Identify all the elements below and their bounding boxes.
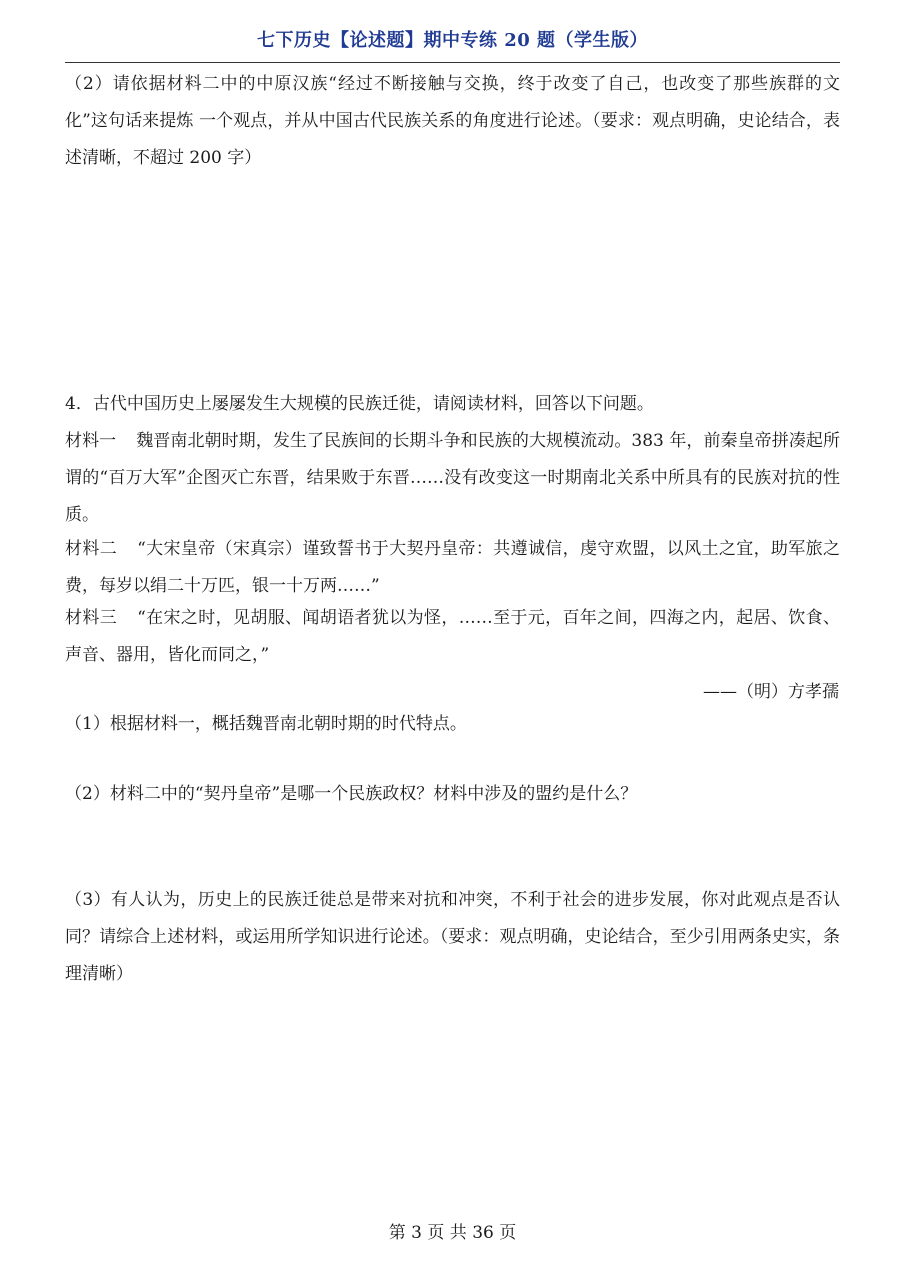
material-3-text: “在宋之时，见胡服、闻胡语者犹以为怪，……至于元，百年之间，四海之内，起居、饮食、声音、器用，皆化而同之，” <box>65 608 840 665</box>
material-3-attribution: ——（明）方孝孺 <box>703 682 839 702</box>
q4-stem: 4．古代中国历史上屡屡发生大规模的民族迁徙，请阅读材料，回答以下问题。 <box>65 394 654 414</box>
material-1 <box>65 423 840 534</box>
q4-part2: （2）材料二中的“契丹皇帝”是哪一个民族政权？材料中涉及的盟约是什么？ <box>65 784 638 804</box>
material-2 <box>65 531 840 605</box>
material-3-label: 材料三 <box>65 608 118 628</box>
q3-part2: （2）请依据材料二中的中原汉族“经过不断接触与交换，终于改变了自己，也改变了那些族群的文化”这句话来提炼 一个观点，并从中国古代民族关系的角度进行论述。（要求：观点明确，史论结合，表述清晰，不超过 200 字） <box>65 74 840 168</box>
q4-part1: （1）根据材料一，概括魏晋南北朝时期的时代特点。 <box>65 714 467 734</box>
material-2-text: “大宋皇帝（宋真宗）谨致誓书于大契丹皇帝：共遵诚信，虔守欢盟，以风土之宜，助军旅之费，每岁以绢二十万匹，银一十万两……” <box>65 539 840 596</box>
q4-part3: （3）有人认为，历史上的民族迁徙总是带来对抗和冲突，不利于社会的进步发展，你对此观点是否认同？请综合上述材料，或运用所学知识进行论述。（要求：观点明确，史论结合，至少引用两条史实，条理清晰） <box>65 890 840 984</box>
material-2-label: 材料二 <box>65 539 118 559</box>
material-1-text: 魏晋南北朝时期，发生了民族间的长期斗争和民族的大规模流动。383 年，前秦皇帝拼凑起所谓的“百万大军”企图灭亡东晋，结果败于东晋……没有改变这一时期南北关系中所具有的民族对抗的性质。 <box>65 431 841 525</box>
header-rule <box>65 62 840 63</box>
document-header: 七下历史【论述题】期中专练 20 题（学生版） <box>256 30 649 51</box>
material-1-label: 材料一 <box>65 431 117 451</box>
material-3 <box>65 600 840 674</box>
page-number: 第 3 页 共 36 页 <box>388 1223 517 1243</box>
